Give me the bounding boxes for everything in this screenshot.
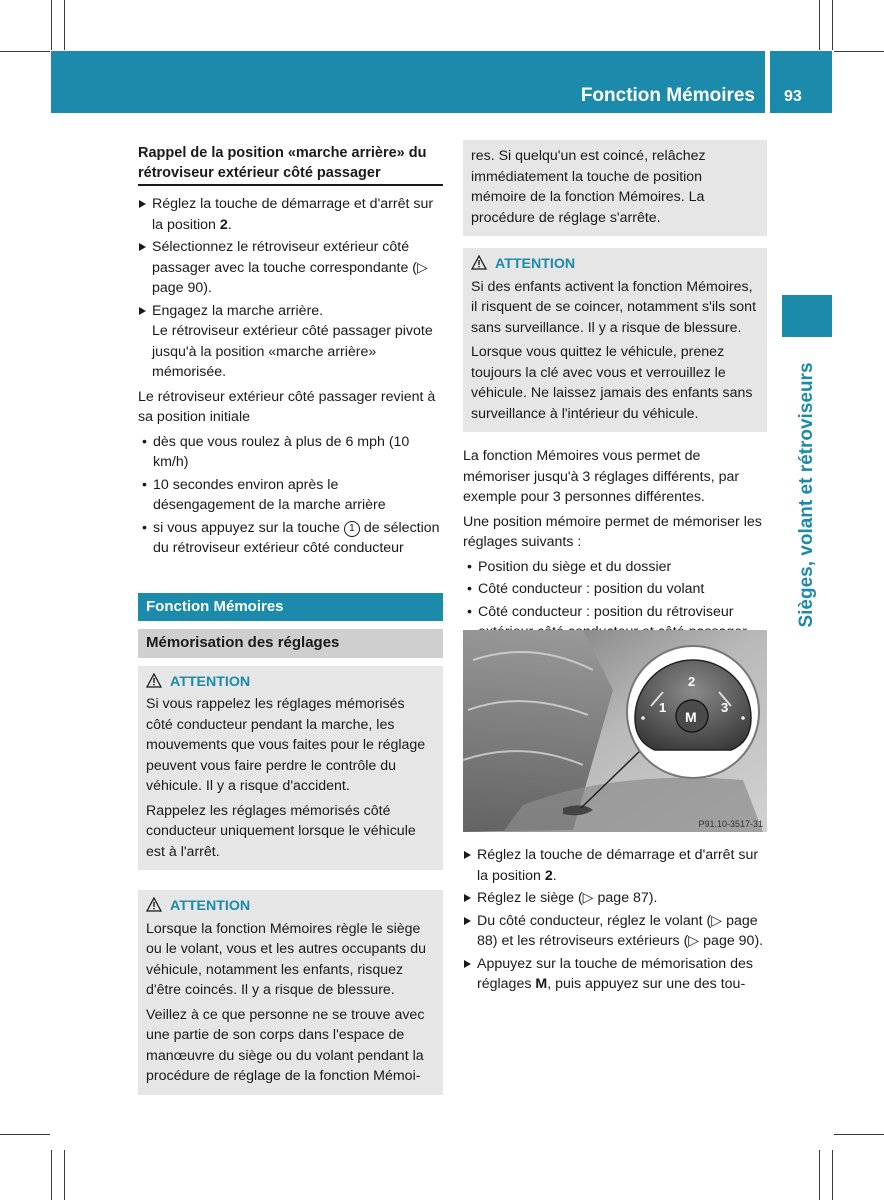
warning-title-row <box>146 672 435 693</box>
button-number-badge: 1 <box>344 521 360 537</box>
instruction-step <box>463 954 767 995</box>
header-bar <box>51 51 765 113</box>
step-text: Appuyez sur la touche de mémorisation des réglages <box>477 955 754 992</box>
memory-button-m: M <box>685 709 697 725</box>
crop-mark <box>0 1134 50 1135</box>
warning-text: Rappelez les réglages mémorisés côté conducteur uniquement lorsque le véhicule est à l'arrêt. <box>146 802 416 860</box>
warning-triangle-icon <box>146 673 162 688</box>
warning-title: ATTENTION <box>170 673 251 690</box>
side-tab-marker <box>782 295 832 337</box>
instruction-step: Sélectionnez le rétroviseur extérieur côté passager avec la touche correspondante (▷ page 90). <box>138 237 443 299</box>
paragraph: Le rétroviseur extérieur côté passager revient à sa position initiale <box>138 388 436 425</box>
step-text: . <box>552 867 557 884</box>
bullet-item: • Côté conducteur : position du rétroviseur <box>463 602 767 643</box>
crop-mark <box>64 1150 65 1200</box>
bullet-item: • Côté conducteur : position du volant <box>463 579 767 600</box>
bullet-item: • dès que vous roulez à plus de 6 mph (10 km/h) <box>138 432 443 473</box>
bullet-item: • 10 secondes environ après le désengagement de la marche arrière <box>138 475 443 516</box>
crop-mark <box>51 1150 52 1200</box>
step-text: Engagez la marche arrière. <box>152 302 324 319</box>
bullet-item: • Position du siège et du dossier <box>463 557 767 578</box>
crop-mark <box>832 0 833 50</box>
section-heading: Rappel de la position «marche arrière» du rétroviseur extérieur côté passager <box>138 143 443 186</box>
warning-title: ATTENTION <box>495 256 576 272</box>
step-text: Réglez la touche de démarrage et d'arrêt sur la position <box>152 196 434 233</box>
page-number: 93 <box>784 88 802 105</box>
step-bold: 2 <box>544 867 553 884</box>
section-header: Fonction Mémoires <box>138 593 443 622</box>
warning-text: Si vous rappelez les réglages mémorisés côté conducteur pendant la marche, les mouvements que vous faites pour le réglage peuvent vous faire perdre le contrôle du véhicule. Il y a risque d'accident. <box>146 696 426 794</box>
step-text: , puis appuyez sur une des tou- <box>547 976 746 992</box>
crop-mark <box>819 0 820 50</box>
crop-mark <box>834 51 884 52</box>
memory-button-3: 3 <box>721 700 729 715</box>
page-number-box <box>770 51 832 113</box>
crop-mark <box>51 0 52 50</box>
warning-text: Si des enfants activent la fonction Mémoires, il risquent de se coincer, notamment s'ils sont sans surveillance. Il y a risque de blessure. <box>471 278 757 336</box>
right-column <box>463 140 767 645</box>
instruction-step: Du côté conducteur, réglez le volant (▷ page 88) et les rétroviseurs extérieurs (▷ page 90). <box>463 911 767 952</box>
warning-triangle-icon <box>146 897 162 912</box>
bullet-text: de sélection du rétroviseur extérieur côté conducteur <box>153 519 440 556</box>
warning-text: Veillez à ce que personne ne se trouve avec une partie de son corps dans l'espace de manœuvre du siège ou du volant pendant la procédure de réglage de la fonction Mémoi- <box>146 1006 425 1084</box>
seat-illustration <box>463 630 767 832</box>
step-text: Le rétroviseur extérieur côté passager pivote jusqu'à la position «marche arrière» mémorisée. <box>152 323 433 380</box>
memory-buttons-photo <box>463 630 767 832</box>
paragraph: Une position mémoire permet de mémoriser les réglages suivants : <box>463 513 762 550</box>
memory-button-2: 2 <box>688 674 696 689</box>
subsection-header: Mémorisation des réglages <box>138 629 443 658</box>
crop-mark <box>64 0 65 50</box>
bullet-item <box>138 518 443 559</box>
step-text: Réglez la touche de démarrage et d'arrêt sur la position <box>477 847 759 884</box>
warning-triangle-icon <box>471 255 487 270</box>
warning-box <box>463 248 767 432</box>
bullet-text: si vous appuyez sur la touche <box>153 519 340 536</box>
warning-continuation-box: res. Si quelqu'un est coincé, relâchez immédiatement la touche de position mémoire de la fonction Mémoires. La procédure de réglage s'arrête. <box>463 140 767 236</box>
instruction-step: Réglez le siège (▷ page 87). <box>463 888 767 909</box>
chapter-tab-label: Sièges, volant et rétroviseurs <box>796 362 817 628</box>
warning-text: Lorsque la fonction Mémoires règle le siège ou le volant, vous et les autres occupants du véhicule, notamment les enfants, risquez d'être coincés. Il y a risque de blessure. <box>146 920 426 998</box>
figure-code: P91.10-3517-31 <box>698 819 763 829</box>
step-bold: M <box>535 976 548 992</box>
step-bold: 2 <box>219 216 228 233</box>
warning-title-row <box>146 896 435 917</box>
right-column-steps <box>463 845 767 997</box>
warning-title: ATTENTION <box>170 898 251 914</box>
crop-mark <box>0 51 50 52</box>
memory-button-1: 1 <box>659 700 667 715</box>
crop-mark <box>834 1134 884 1135</box>
crop-mark <box>819 1150 820 1200</box>
step-text: . <box>227 216 232 233</box>
crop-mark <box>832 1150 833 1200</box>
paragraph: La fonction Mémoires vous permet de mémoriser jusqu'à 3 réglages différents, par exemple pour 3 personnes différentes. <box>463 448 740 505</box>
warning-box <box>138 890 443 1095</box>
warning-box <box>138 666 443 871</box>
warning-title-row <box>471 254 759 275</box>
left-column <box>138 143 443 1095</box>
page-title: Fonction Mémoires <box>580 85 755 106</box>
instruction-step <box>138 194 443 235</box>
warning-text: Lorsque vous quittez le véhicule, prenez toujours la clé avec vous et verrouillez le véhicule. Ne laissez jamais des enfants sans surveillance à l'intérieur du véhicule. <box>471 344 753 422</box>
instruction-step <box>463 845 767 886</box>
instruction-step <box>138 301 443 383</box>
